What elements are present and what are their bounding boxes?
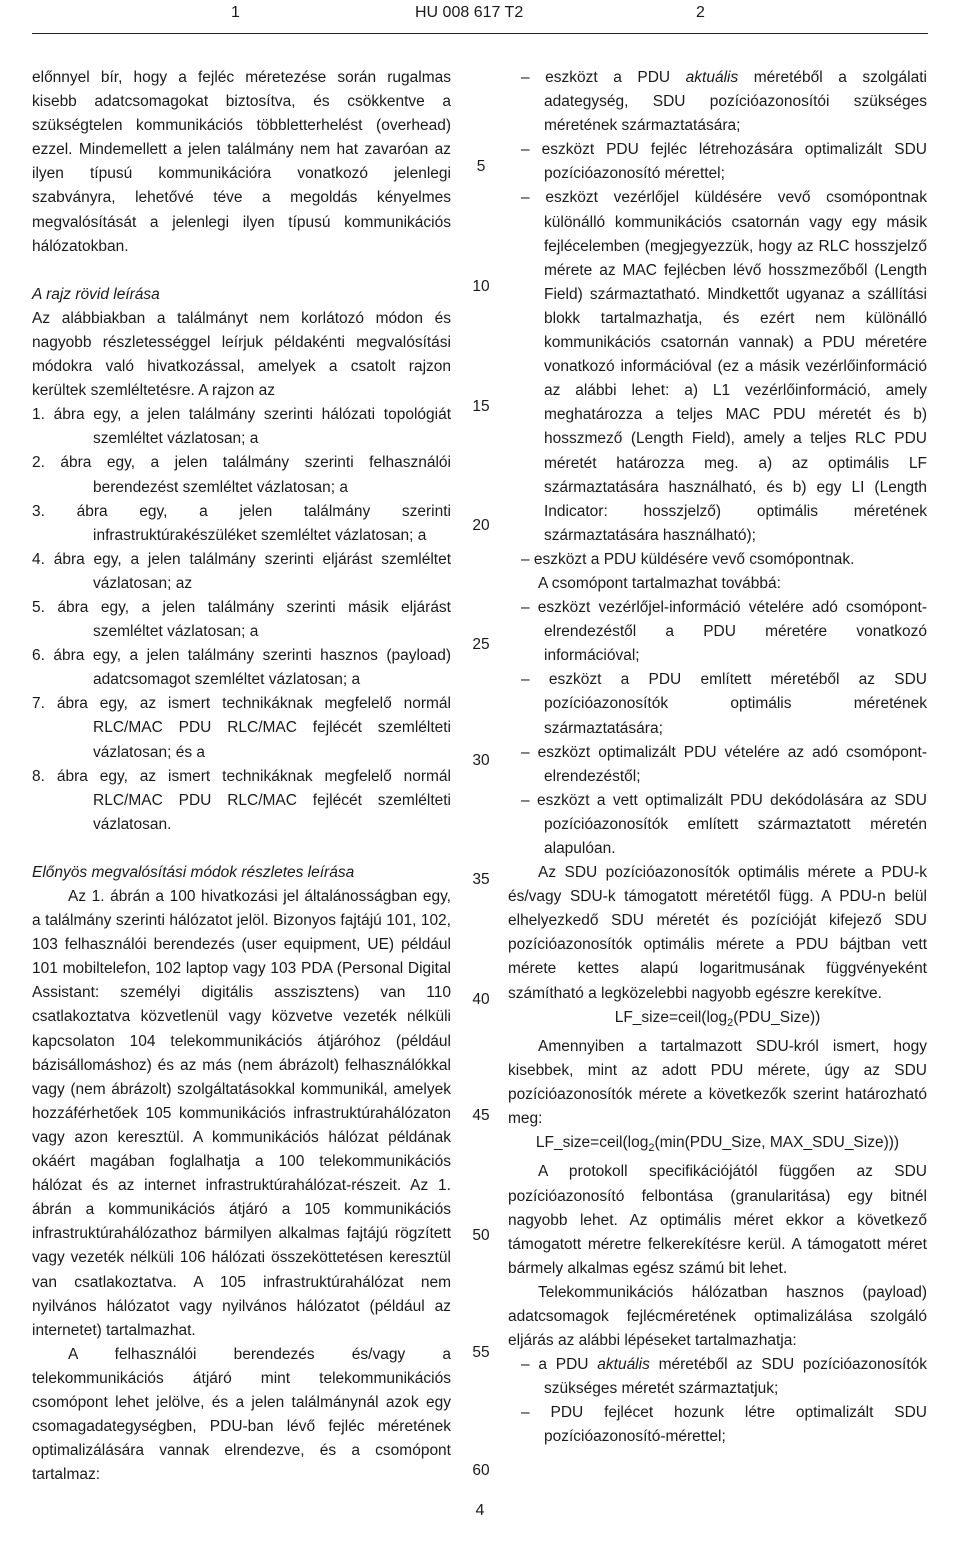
step-item-2: – PDU fejlécet hozunk létre optimalizált SDU pozícióazonosító-mérettel; bbox=[521, 1404, 927, 1446]
line-number-60: 60 bbox=[472, 1462, 490, 1479]
left-paragraph-2: Az alábbiakban a találmányt nem korlátozó módon és nagyobb részletességgel leírjuk példakénti megvalósítási módokra való hivatkozással, amelyek a csatolt rajzon kerültek szemléltetésre. A rajzon az bbox=[32, 309, 451, 400]
header-title: HU 008 617 T2 bbox=[415, 4, 524, 21]
left-column bbox=[32, 66, 451, 1487]
line-number-10: 10 bbox=[472, 278, 490, 295]
section-heading-drawings: A rajz rövid leírása bbox=[32, 285, 160, 303]
right-paragraph-5: Telekommunikációs hálózatban hasznos (payload) adatcsomagok fejlécméretének optimalizálása szolgáló eljárás az alábbi lépéseket tartalmazhatja: bbox=[508, 1283, 927, 1350]
figure-item-6: 6. ábra egy, a jelen találmány szerinti hasznos (payload) adatcsomagot szemléltet vázlatosan; a bbox=[32, 647, 451, 689]
left-paragraph-3: Az 1. ábrán a 100 hivatkozási jel általánosságban egy, a találmány szerinti hálózatot jelöl. Bizonyos fajtájú 101, 102, 103 felhasználói berendezés (user equipment, UE) például 101 mobiltelefon, 102 laptop vagy 103 PDA (Personal Digital Assistant: személyi digitális asszisztens) van 110 csatlakoztatva közvetlenül vagy közvetve vezeték nélküli kapcsolaton 104 telekommunikációs átjáróhoz (például bázisállomáshoz) és az más (nem ábrázolt) felhasználókkal vagy (nem ábrázolt) szolgáltatásokkal kommunikál, amelyek hozzáférhetőek 105 kommunikációs infrastruktúrahálózaton vagy azon keresztül. A kommunikációs hálózat példának okáért magában foglalhatja a 100 telekommunikációs hálózat és az internet infrastruktúrahálózat-részeit. Az 1. ábrán a kommunikációs átjáró a 105 kommunikációs infrastruktúrahálózathoz bármilyen alkalmas fajtájú rögzített vagy vezeték nélküli 106 hálózati összeköttetésen keresztül van csatlakoztatva. A 105 infrastruktúrahálózat nem nyilvános hálózatot vagy nyilvános hálózatot (például az internetet) tartalmazhat. bbox=[32, 888, 451, 1339]
right-paragraph-3: Amennyiben a tartalmazott SDU-król ismert, hogy kisebbek, mint az adott PDU mérete, úgy az SDU pozícióazonosítók mérete a következők szerint határozható meg: bbox=[508, 1037, 927, 1128]
left-paragraph-4: A felhasználói berendezés és/vagy a telekommunikációs átjáró mint telekommunikációs csomópont lehet jelölve, és a jelen találmánynál azok egy csomagadategységben, PDU-ban lévő fejléc méretének optimalizálására vannak elrendezve, és a csomópont tartalmaz: bbox=[32, 1345, 451, 1484]
right-paragraph-4: A protokoll specifikációjától függően az SDU pozícióazonosító felbontása (granularitása) egy bitnél nagyobb lehet. Az optimális méret ekkor a következő támogatott méretre felkerekítésre kerül. A támogatott méret bármely alkalmas egész számú bit lehet. bbox=[508, 1163, 927, 1277]
footer-page-number: 4 bbox=[475, 1502, 485, 1519]
figure-item-3: 3. ábra egy, a jelen találmány szerinti infrastruktúrakészüléket szemléltet vázlatosan; a bbox=[32, 502, 451, 544]
line-number-55: 55 bbox=[472, 1344, 490, 1361]
means-item-1: – eszközt a PDU aktuális méretéből a szolgálati adategység, SDU pozícióazonosítói szükséges méretének származtatására; bbox=[521, 69, 927, 135]
means-item-2: – eszközt PDU fejléc létrehozására optimalizált SDU pozícióazonosító mérettel; bbox=[521, 141, 927, 183]
line-number-50: 50 bbox=[472, 1227, 490, 1244]
means-item-5: – eszközt vezérlőjel-információ vételére adó csomópont-elrendezéstől a PDU méretére vonatkozó információval; bbox=[521, 599, 927, 665]
left-paragraph-1: előnnyel bír, hogy a fejléc méretezése során rugalmas kisebb adatcsomagokat biztosítva, és csökkentve a szükségtelen kommunikációs többletterhelést (overhead) ezzel. Mindemellett a jelen találmány nem hat zavaróan az ilyen típusú kommunikációra vonatkozó jelenlegi szabványra, lehetővé téve a megoldás kényelmes megvalósítását a jelenlegi ilyen típusú kommunikációs hálózatokban. bbox=[32, 69, 451, 255]
line-number-5: 5 bbox=[476, 158, 486, 175]
line-number-30: 30 bbox=[472, 752, 490, 769]
right-paragraph-1: A csomópont tartalmazhat továbbá: bbox=[538, 574, 781, 592]
figure-item-7: 7. ábra egy, az ismert technikáknak megfelelő normál RLC/MAC PDU RLC/MAC fejlécét szemlélteti vázlatosan; és a bbox=[32, 695, 451, 761]
line-number-20: 20 bbox=[472, 517, 490, 534]
formula-2: $LF\_size=ceil(\log_2(\min(PDU\_Size$, MAX_SDU_Size))) bbox=[535, 1134, 900, 1155]
step-item-1: – a PDU aktuális méretéből az SDU pozícióazonosítók szükséges méretét származtatjuk; bbox=[521, 1356, 927, 1398]
right-column bbox=[508, 66, 927, 1450]
line-number-15: 15 bbox=[472, 398, 490, 415]
figure-item-2: 2. ábra egy, a jelen találmány szerinti felhasználói berendezést szemléltet vázlatosan; a bbox=[32, 454, 451, 496]
formula-1: $LF\_size=ceil(\log_2(PDU\_Size))$ bbox=[614, 1008, 821, 1029]
line-number-35: 35 bbox=[472, 871, 490, 888]
figure-item-5: 5. ábra egy, a jelen találmány szerinti másik eljárást szemléltet vázlatosan; a bbox=[32, 598, 451, 641]
figure-item-1: 1. ábra egy, a jelen találmány szerinti hálózati topológiát szemléltet vázlatosan; a bbox=[32, 406, 451, 448]
header-rule bbox=[32, 33, 928, 34]
means-item-4: – eszközt a PDU küldésére vevő csomópontnak. bbox=[521, 550, 855, 568]
means-item-6: – eszközt a PDU említett méretéből az SDU pozícióazonosítók optimális méretének származtatására; bbox=[521, 671, 927, 737]
figure-item-4: 4. ábra egy, a jelen találmány szerinti eljárást szemléltet vázlatosan; az bbox=[32, 550, 451, 592]
means-item-7: – eszközt optimalizált PDU vételére az adó csomópont-elrendezéstől; bbox=[521, 743, 927, 785]
line-number-45: 45 bbox=[472, 1107, 490, 1124]
right-paragraph-2: Az SDU pozícióazonosítók optimális mérete a PDU-k és/vagy SDU-k támogatott méretétől függ. A PDU-n belül elhelyezkedő SDU méretét és pozícióját kifejező SDU pozícióazonosítók optimális mérete a PDU bájtban vett mérete kettes alapú logaritmusának függvényeként számítható a legközelebbi nagyobb egészre kerekítve. bbox=[508, 864, 927, 1002]
header-page-right: 2 bbox=[696, 4, 705, 21]
header-page-left: 1 bbox=[231, 4, 240, 21]
figure-item-8: 8. ábra egy, az ismert technikáknak megfelelő normál RLC/MAC PDU RLC/MAC fejlécét szemlélteti vázlatosan. bbox=[32, 767, 451, 833]
means-item-3: – eszközt vezérlőjel küldésére vevő csomópontnak különálló kommunikációs csatornán vagy egy másik fejlécelemben (megjegyezzük, hogy az RLC hosszjelző mérete az MAC fejlécben lévő hosszmezőből (Length Field) származtatható. Mindkettőt ugyanaz a szállítási blokk tartalmazhatja, és ezért nem különálló kommunikációs csatornán vannak) a PDU méretére vonatkozó információval (ez a másik vezérlőinformáció az alábbi lehet: a) L1 vezérlőinformáció, amely meghatározza a teljes MAC PDU méretét és b) hosszmező (Length Field), amely a teljes RLC PDU méretét határozza meg. a) az optimális LF származtatására használható, és b) egy LI (Length Indicator: hosszjelző) optimális méretének származtatására használható); bbox=[521, 189, 927, 544]
line-number-25: 25 bbox=[472, 636, 490, 653]
section-heading-embodiments: Előnyös megvalósítási módok részletes leírása bbox=[32, 863, 355, 881]
line-number-40: 40 bbox=[472, 991, 490, 1008]
means-item-8: – eszközt a vett optimalizált PDU dekódolására az SDU pozícióazonosítók említett származtatott méretén alapulóan. bbox=[521, 791, 927, 857]
